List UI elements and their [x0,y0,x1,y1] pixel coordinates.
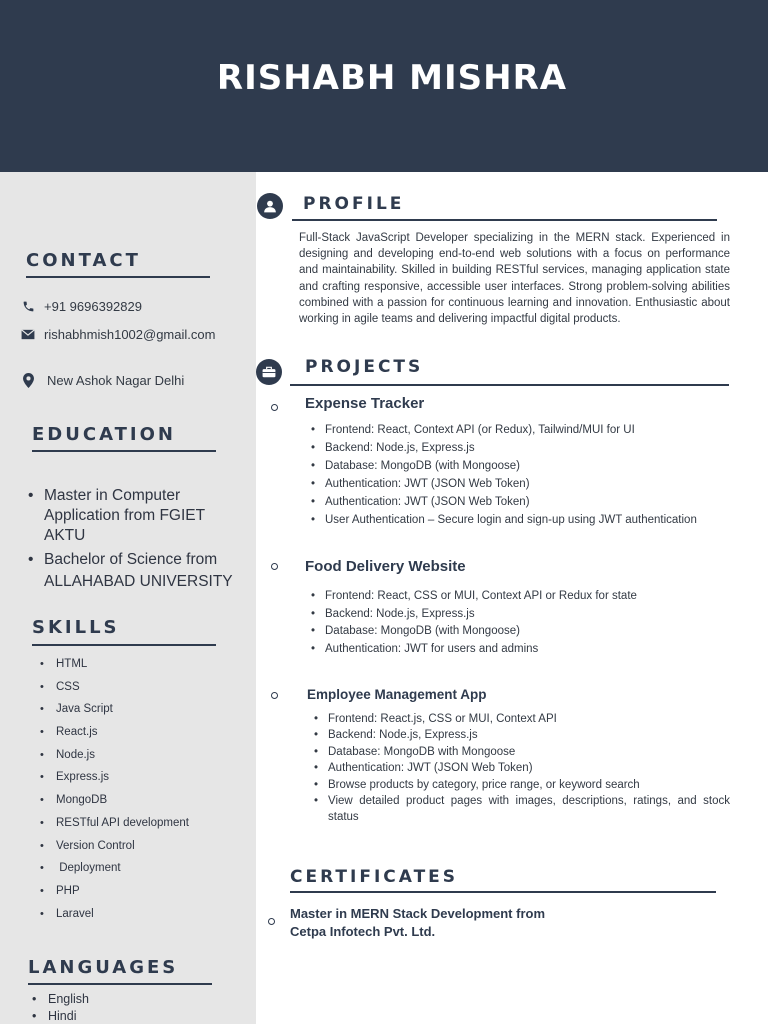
skill-item: • Node.js [40,746,189,769]
skill-item: • HTML [40,655,189,678]
education-item: • Master in Computer Application from FGIET AKTU [28,486,250,546]
skill-item: • Deployment [40,859,189,882]
project-bullet: • Frontend: React, CSS or MUI, Context API or Redux for state [309,588,727,606]
language-item: • English [32,991,89,1008]
project-title: Food Delivery Website [305,558,466,575]
skill-item: • Laravel [40,905,189,928]
project-title: Expense Tracker [305,395,425,412]
phone-icon [20,298,36,314]
project-bullet: • Authentication: JWT (JSON Web Token) [312,760,730,776]
certificates-heading: CERTIFICATES [290,867,459,887]
skills-list [40,655,189,927]
project-bullet: • Database: MongoDB with Mongoose [312,744,730,760]
timeline-marker [271,563,278,570]
projects-rule [290,384,729,386]
languages-heading: LANGUAGES [28,957,179,978]
project-bullet: • Authentication: JWT (JSON Web Token) [309,475,727,493]
languages-list [32,991,89,1025]
certificate-item: Master in MERN Stack Development from Cetpa Infotech Pvt. Ltd. [290,906,546,939]
project-bullet: • Browse products by category, price range, or keyword search [312,777,730,793]
mail-icon [20,326,36,342]
education-rule [32,450,216,452]
header-banner [0,0,768,172]
project-bullet: • View detailed product pages with images, descriptions, ratings, and stock status [312,793,730,826]
education-list [28,486,250,592]
timeline-marker [271,692,278,699]
certificates-rule [290,891,716,893]
address-text: New Ashok Nagar Delhi [47,372,185,388]
project-bullets [309,588,727,658]
profile-rule [292,219,717,221]
skill-item: • Java Script [40,700,189,723]
skill-item: • Version Control [40,837,189,860]
email-text: rishabhmish1002@gmail.com [44,326,216,342]
profile-summary: Full-Stack JavaScript Developer specializing in the MERN stack. Experienced in designing and developing end-to-end web solutions with a focus on performance and maintainability. Skilled in building RESTful services, managing application state and crafting responsive, accessible user interfaces. Strong problem-solving abilities combined with a passion for continuous learning and innovation. Enthusiastic about working in agile teams and delivering impactful digital products. [299,232,730,326]
skill-item: • Express.js [40,768,189,791]
contact-rule [26,276,210,278]
contact-address [20,372,184,388]
contact-phone [20,298,142,314]
project-bullet: • Database: MongoDB (with Mongoose) [309,623,727,641]
profile-heading: PROFILE [303,194,405,214]
location-pin-icon [20,372,36,388]
project-title: Employee Management App [307,687,487,702]
skill-item: • RESTful API development [40,814,189,837]
language-item: • Hindi [32,1008,89,1025]
project-bullet: • Backend: Node.js, Express.js [309,439,727,457]
contact-email [20,326,215,342]
languages-rule [28,983,212,985]
timeline-marker [268,918,275,925]
project-bullet: • Frontend: React, Context API (or Redux), Tailwind/MUI for UI [309,421,727,439]
project-bullet: • Backend: Node.js, Express.js [309,606,727,624]
project-bullet: • Frontend: React.js, CSS or MUI, Context API [312,711,730,727]
projects-heading: PROJECTS [305,357,424,377]
candidate-name: RISHABH MISHRA [216,58,568,98]
skill-item: • React.js [40,723,189,746]
education-item: • Bachelor of Science from ALLAHABAD UNIVERSITY [28,550,250,592]
timeline-marker [271,404,278,411]
project-bullet: • Authentication: JWT (JSON Web Token) [309,493,727,511]
contact-heading: CONTACT [26,250,141,271]
education-heading: EDUCATION [32,424,176,445]
skills-rule [32,644,216,646]
project-bullet: • Backend: Node.js, Express.js [312,727,730,743]
skill-item: • CSS [40,678,189,701]
project-bullets [309,421,727,529]
project-bullet: • User Authentication – Secure login and sign-up using JWT authentication [309,511,727,529]
skills-heading: SKILLS [32,617,120,638]
project-bullets [312,711,730,826]
briefcase-icon [256,359,282,385]
person-icon [257,193,283,219]
skill-item: • MongoDB [40,791,189,814]
phone-text: +91 9696392829 [44,298,142,314]
skill-item: • PHP [40,882,189,905]
project-bullet: • Database: MongoDB (with Mongoose) [309,457,727,475]
project-bullet: • Authentication: JWT for users and admins [309,641,727,659]
